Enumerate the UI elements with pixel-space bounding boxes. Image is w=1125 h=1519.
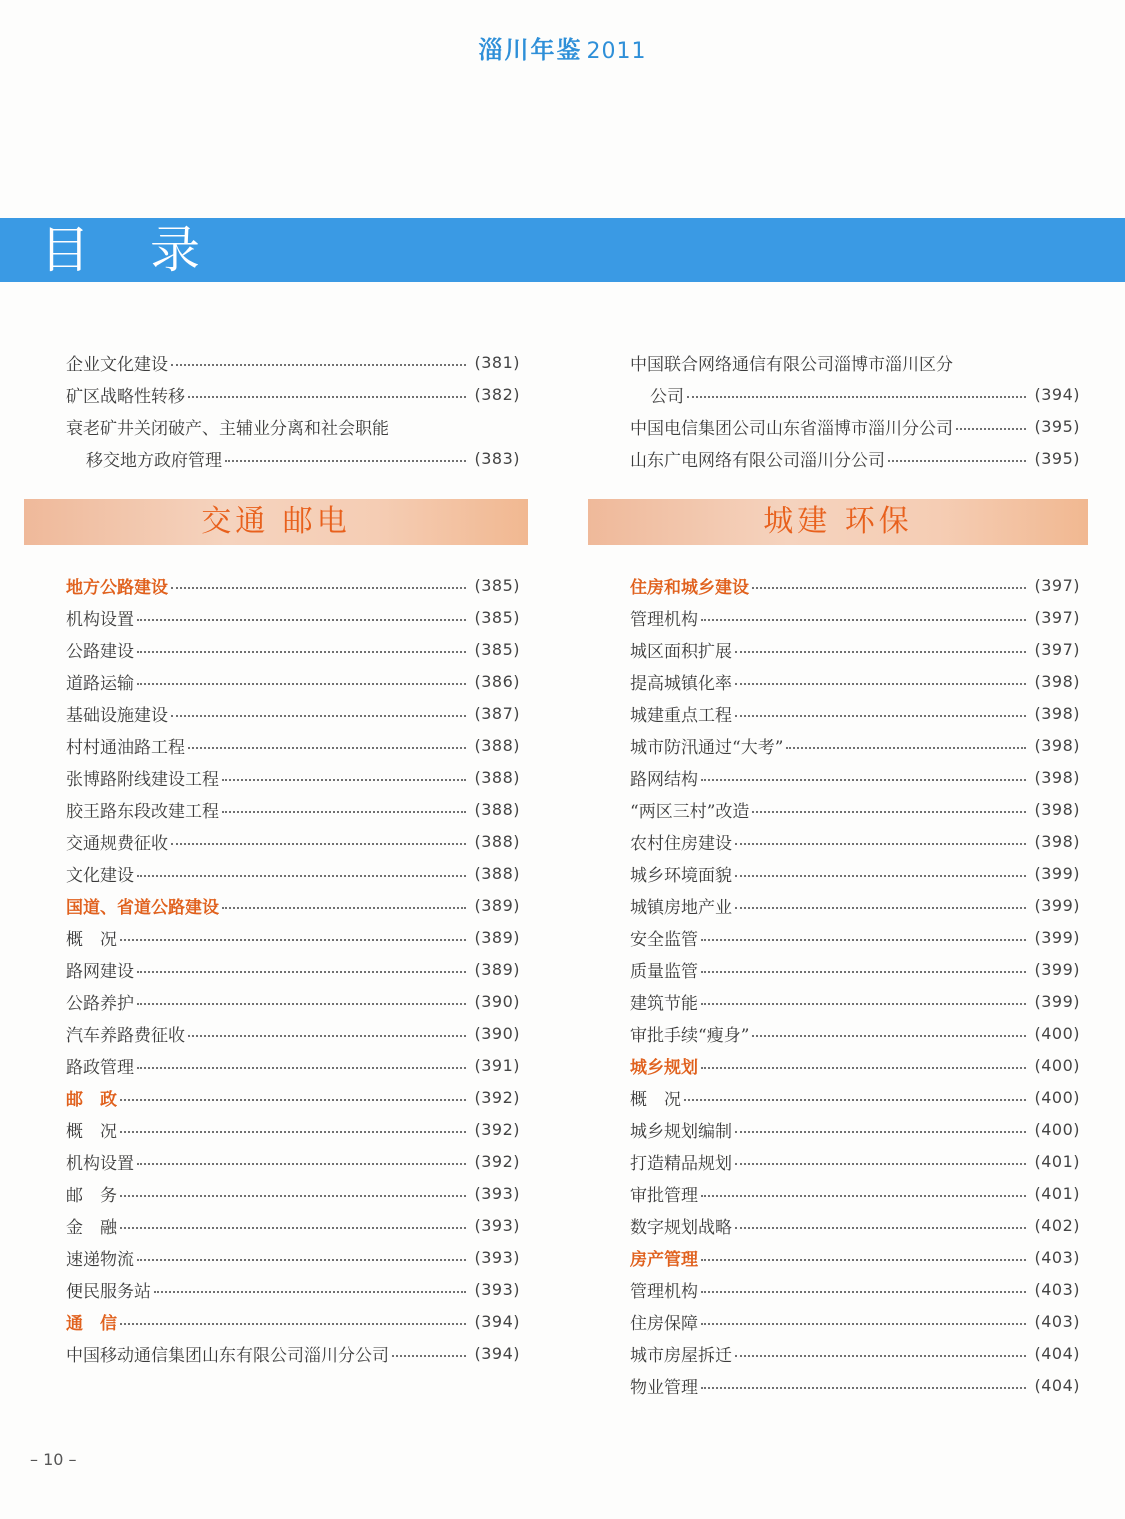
entry-page: (397) (1034, 607, 1080, 627)
entry-page: (400) (1034, 1087, 1080, 1107)
toc-entry[interactable] (630, 985, 1080, 1017)
entry-page: (388) (474, 799, 520, 819)
leader-dots (701, 1067, 1026, 1069)
leader-dots (701, 939, 1026, 941)
entry-page: (385) (474, 639, 520, 659)
leader-dots (956, 428, 1026, 430)
leader-dots (171, 587, 466, 589)
toc-entry[interactable] (66, 601, 520, 633)
toc-entry[interactable] (66, 1209, 520, 1241)
entry-title: 审批管理 (630, 1185, 698, 1206)
leader-dots (137, 619, 466, 621)
entry-title: 胶王路东段改建工程 (66, 801, 219, 822)
entry-title: 山东广电网络有限公司淄川分公司 (630, 450, 885, 471)
entry-page: (383) (474, 448, 520, 468)
toc-entry[interactable] (66, 985, 520, 1017)
entry-title: 概 况 (66, 929, 117, 950)
entry-page: (390) (474, 1023, 520, 1043)
toc-entry[interactable] (66, 1273, 520, 1305)
entry-title: 张博路附线建设工程 (66, 769, 219, 790)
entry-page: (402) (1034, 1215, 1080, 1235)
toc-entry[interactable] (630, 601, 1080, 633)
leader-dots (701, 1387, 1026, 1389)
leader-dots (392, 1355, 466, 1357)
entry-title: 路网建设 (66, 961, 134, 982)
entry-title: 道路运输 (66, 673, 134, 694)
entry-page: (398) (1034, 735, 1080, 755)
entry-page: (389) (474, 927, 520, 947)
toc-entry[interactable] (630, 1145, 1080, 1177)
toc-entry[interactable] (630, 569, 1080, 601)
entry-page: (388) (474, 863, 520, 883)
toc-entry[interactable] (630, 1081, 1080, 1113)
entry-page: (388) (474, 767, 520, 787)
entry-title: 移交地方政府管理 (86, 450, 222, 471)
entry-title: 金 融 (66, 1217, 117, 1238)
entry-page: (399) (1034, 927, 1080, 947)
entry-page: (395) (1034, 416, 1080, 436)
entry-title: 中国电信集团公司山东省淄博市淄川分公司 (630, 418, 953, 439)
entry-page: (385) (474, 575, 520, 595)
toc-entry[interactable] (630, 1017, 1080, 1049)
entry-page: (398) (1034, 799, 1080, 819)
toc-banner (0, 218, 1125, 282)
entry-title: 机构设置 (66, 609, 134, 630)
entry-page: (392) (474, 1087, 520, 1107)
entry-title: 村村通油路工程 (66, 737, 185, 758)
toc-entry[interactable] (630, 825, 1080, 857)
entry-page: (403) (1034, 1279, 1080, 1299)
toc-entry[interactable] (630, 857, 1080, 889)
leader-dots (120, 1323, 466, 1325)
entry-page: (393) (474, 1247, 520, 1267)
entry-title: 基础设施建设 (66, 705, 168, 726)
toc-entry[interactable] (630, 1209, 1080, 1241)
leader-dots (735, 1131, 1026, 1133)
entry-page: (400) (1034, 1023, 1080, 1043)
entry-title: 建筑节能 (630, 993, 698, 1014)
section-heading-transport: 交通 邮电 (24, 499, 528, 545)
entry-page: (404) (1034, 1343, 1080, 1363)
leader-dots (137, 1259, 466, 1261)
entry-title: 公司 (650, 386, 684, 407)
entry-page: (401) (1034, 1183, 1080, 1203)
leader-dots (137, 651, 466, 653)
entry-title: 交通规费征收 (66, 833, 168, 854)
toc-entry[interactable] (66, 953, 520, 985)
entry-title: 质量监管 (630, 961, 698, 982)
leader-dots (701, 1195, 1026, 1197)
toc-entry[interactable] (630, 665, 1080, 697)
entry-page: (393) (474, 1215, 520, 1235)
banner-title: 目录 (40, 221, 260, 279)
toc-entry[interactable] (66, 793, 520, 825)
leader-dots (752, 811, 1026, 813)
entry-title: 汽车养路费征收 (66, 1025, 185, 1046)
leader-dots (701, 1323, 1026, 1325)
leader-dots (120, 1195, 466, 1197)
entry-title: 矿区战略性转移 (66, 386, 185, 407)
entry-page: (400) (1034, 1055, 1080, 1075)
entry-title: 住房保障 (630, 1313, 698, 1334)
entry-title: 中国移动通信集团山东有限公司淄川分公司 (66, 1345, 389, 1366)
entry-title: 房产管理 (630, 1249, 698, 1270)
entry-title: 便民服务站 (66, 1281, 151, 1302)
leader-dots (735, 651, 1026, 653)
entry-title: 提高城镇化率 (630, 673, 732, 694)
toc-entry[interactable] (66, 346, 520, 378)
entry-title: 企业文化建设 (66, 354, 168, 375)
entry-title: 物业管理 (630, 1377, 698, 1398)
toc-entry[interactable] (66, 569, 520, 601)
leader-dots (120, 1227, 466, 1229)
leader-dots (687, 396, 1026, 398)
leader-dots (752, 1035, 1026, 1037)
entry-title: 路网结构 (630, 769, 698, 790)
entry-title: 路政管理 (66, 1057, 134, 1078)
toc-entry[interactable] (66, 761, 520, 793)
entry-page: (394) (474, 1343, 520, 1363)
entry-title: 农村住房建设 (630, 833, 732, 854)
leader-dots (120, 939, 466, 941)
leader-dots (752, 587, 1026, 589)
entry-page: (403) (1034, 1247, 1080, 1267)
toc-entry[interactable] (630, 1369, 1080, 1401)
toc-entry[interactable] (66, 1017, 520, 1049)
toc-entry[interactable] (630, 1273, 1080, 1305)
entry-title: 安全监管 (630, 929, 698, 950)
entry-title: 速递物流 (66, 1249, 134, 1270)
entry-page: (398) (1034, 671, 1080, 691)
entry-title: 国道、省道公路建设 (66, 897, 219, 918)
leader-dots (154, 1291, 466, 1293)
entry-page: (397) (1034, 639, 1080, 659)
entry-title: 概 况 (630, 1089, 681, 1110)
leader-dots (120, 1099, 466, 1101)
toc-entry[interactable] (630, 633, 1080, 665)
entry-page: (397) (1034, 575, 1080, 595)
toc-entry[interactable] (66, 857, 520, 889)
entry-page: (399) (1034, 895, 1080, 915)
toc-entry[interactable] (66, 1049, 520, 1081)
entry-page: (391) (474, 1055, 520, 1075)
entry-page: (389) (474, 895, 520, 915)
toc-entry[interactable] (66, 1081, 520, 1113)
entry-page: (388) (474, 735, 520, 755)
leader-dots (188, 747, 466, 749)
entry-page: (395) (1034, 448, 1080, 468)
leader-dots (888, 460, 1026, 462)
leader-dots (786, 747, 1026, 749)
leader-dots (701, 1003, 1026, 1005)
leader-dots (701, 1259, 1026, 1261)
toc-entry[interactable] (66, 697, 520, 729)
leader-dots (225, 460, 466, 462)
entry-page: (398) (1034, 767, 1080, 787)
entry-page: (399) (1034, 991, 1080, 1011)
entry-title: 衰老矿井关闭破产、主辅业分离和社会职能 (66, 418, 389, 439)
toc-entry[interactable] (630, 953, 1080, 985)
entry-title: 城建重点工程 (630, 705, 732, 726)
entry-title: 中国联合网络通信有限公司淄博市淄川区分 (630, 354, 953, 375)
leader-dots (735, 683, 1026, 685)
leader-dots (137, 971, 466, 973)
entry-page: (399) (1034, 863, 1080, 883)
leader-dots (684, 1099, 1026, 1101)
entry-page: (394) (1034, 384, 1080, 404)
entry-page: (382) (474, 384, 520, 404)
toc-entry[interactable] (630, 442, 1080, 474)
toc-entry[interactable] (66, 665, 520, 697)
entry-title: 审批手续“瘦身” (630, 1025, 750, 1046)
toc-entry[interactable] (66, 729, 520, 761)
toc-entry[interactable] (66, 1337, 520, 1369)
entry-title: 文化建设 (66, 865, 134, 886)
entry-title: 城乡规划 (630, 1057, 698, 1078)
yearbook-header (0, 30, 1125, 65)
leader-dots (735, 715, 1026, 717)
leader-dots (171, 843, 466, 845)
leader-dots (137, 1163, 466, 1165)
leader-dots (222, 811, 466, 813)
entry-title: 邮 务 (66, 1185, 117, 1206)
entry-page: (387) (474, 703, 520, 723)
entry-page: (400) (1034, 1119, 1080, 1139)
toc-entry[interactable] (66, 1305, 520, 1337)
toc-entry[interactable] (630, 410, 1080, 442)
toc-entry[interactable] (630, 1049, 1080, 1081)
entry-page: (392) (474, 1151, 520, 1171)
leader-dots (171, 364, 466, 366)
toc-entry[interactable] (66, 378, 520, 410)
entry-title: 城乡环境面貌 (630, 865, 732, 886)
leader-dots (137, 1003, 466, 1005)
leader-dots (222, 907, 466, 909)
toc-entry[interactable] (630, 921, 1080, 953)
entry-title: 住房和城乡建设 (630, 577, 749, 598)
toc-entry[interactable] (630, 346, 1080, 378)
leader-dots (137, 683, 466, 685)
toc-entry[interactable] (630, 761, 1080, 793)
entry-page: (403) (1034, 1311, 1080, 1331)
toc-entry[interactable] (630, 1177, 1080, 1209)
toc-entry[interactable] (66, 825, 520, 857)
page-number: – 10 – (30, 1450, 77, 1469)
entry-title: 通 信 (66, 1313, 117, 1334)
leader-dots (222, 779, 466, 781)
section-heading-urban: 城建 环保 (588, 499, 1088, 545)
entry-title: 打造精品规划 (630, 1153, 732, 1174)
toc-entry[interactable] (66, 921, 520, 953)
toc-entry[interactable] (630, 378, 1080, 410)
entry-page: (392) (474, 1119, 520, 1139)
leader-dots (171, 715, 466, 717)
entry-page: (398) (1034, 831, 1080, 851)
leader-dots (701, 1291, 1026, 1293)
toc-entry[interactable] (66, 410, 520, 442)
toc-entry[interactable] (630, 1305, 1080, 1337)
entry-title: 地方公路建设 (66, 577, 168, 598)
entry-page: (393) (474, 1183, 520, 1203)
toc-entry[interactable] (66, 1145, 520, 1177)
entry-page: (385) (474, 607, 520, 627)
leader-dots (735, 875, 1026, 877)
entry-title: 城市防汛通过“大考” (630, 737, 784, 758)
leader-dots (188, 396, 466, 398)
toc-entry[interactable] (66, 633, 520, 665)
toc-entry[interactable] (630, 889, 1080, 921)
leader-dots (735, 1163, 1026, 1165)
toc-entry[interactable] (630, 793, 1080, 825)
header-title: 淄川年鉴 (478, 36, 583, 64)
entry-page: (393) (474, 1279, 520, 1299)
leader-dots (735, 1355, 1026, 1357)
toc-entry[interactable] (66, 442, 520, 474)
toc-entry[interactable] (66, 1177, 520, 1209)
entry-title: 城乡规划编制 (630, 1121, 732, 1142)
entry-page: (389) (474, 959, 520, 979)
toc-entry[interactable] (630, 697, 1080, 729)
toc-entry[interactable] (66, 1241, 520, 1273)
entry-title: 城市房屋拆迁 (630, 1345, 732, 1366)
entry-page: (398) (1034, 703, 1080, 723)
entry-title: 公路建设 (66, 641, 134, 662)
entry-title: 管理机构 (630, 1281, 698, 1302)
entry-title: 机构设置 (66, 1153, 134, 1174)
leader-dots (120, 1131, 466, 1133)
leader-dots (735, 907, 1026, 909)
entry-title: 概 况 (66, 1121, 117, 1142)
entry-page: (394) (474, 1311, 520, 1331)
leader-dots (137, 1067, 466, 1069)
toc-entry[interactable] (66, 1113, 520, 1145)
toc-entry[interactable] (630, 1337, 1080, 1369)
entry-title: “两区三村”改造 (630, 801, 750, 822)
entry-title: 城区面积扩展 (630, 641, 732, 662)
toc-entry[interactable] (66, 889, 520, 921)
entry-page: (404) (1034, 1375, 1080, 1395)
leader-dots (735, 843, 1026, 845)
header-year: 2011 (586, 39, 647, 64)
toc-entry[interactable] (630, 729, 1080, 761)
leader-dots (701, 779, 1026, 781)
leader-dots (188, 1035, 466, 1037)
entry-title: 邮 政 (66, 1089, 117, 1110)
leader-dots (701, 619, 1026, 621)
entry-page: (401) (1034, 1151, 1080, 1171)
leader-dots (735, 1227, 1026, 1229)
entry-title: 城镇房地产业 (630, 897, 732, 918)
leader-dots (701, 971, 1026, 973)
entry-page: (399) (1034, 959, 1080, 979)
entry-page: (388) (474, 831, 520, 851)
leader-dots (137, 875, 466, 877)
toc-entry[interactable] (630, 1241, 1080, 1273)
entry-title: 管理机构 (630, 609, 698, 630)
entry-page: (386) (474, 671, 520, 691)
toc-entry[interactable] (630, 1113, 1080, 1145)
entry-title: 数字规划战略 (630, 1217, 732, 1238)
entry-title: 公路养护 (66, 993, 134, 1014)
entry-page: (390) (474, 991, 520, 1011)
entry-page: (381) (474, 352, 520, 372)
